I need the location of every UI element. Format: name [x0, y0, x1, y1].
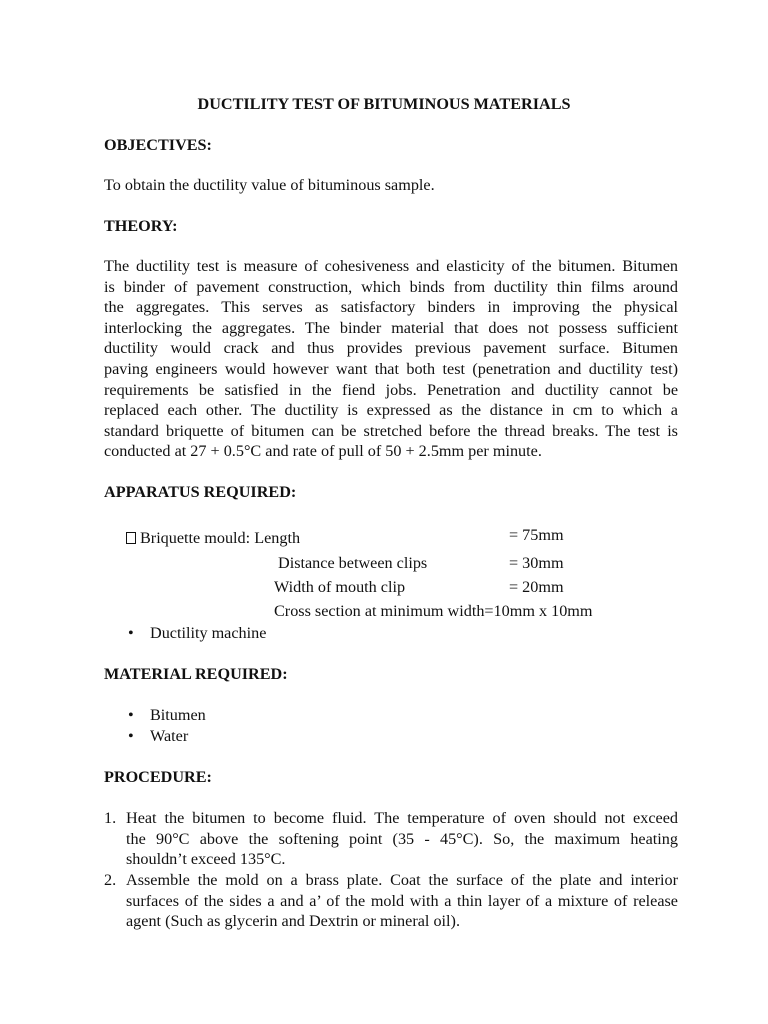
step-line: agent (Such as glycerin and Dextrin or mineral oil). [126, 912, 460, 931]
apparatus-mould-row [126, 528, 300, 549]
theory-line: the aggregates. This serves as satisfactory binders in improving the physical [104, 298, 678, 317]
theory-line: ductility would crack and thus provides previous pavement surface. Bitumen [104, 339, 678, 358]
theory-line: conducted at 27 + 0.5°C and rate of pull of 50 + 2.5mm per minute. [104, 442, 542, 461]
theory-line: replaced each other. The ductility is expressed as the distance in cm to which a [104, 401, 678, 420]
procedure-step-1 [126, 808, 678, 870]
theory-paragraph [104, 256, 678, 462]
clips-value: = 30mm [509, 554, 564, 572]
step-line: the 90°C above the softening point (35 - 45°C). So, the maximum heating [126, 829, 678, 848]
step-line: Heat the bitumen to become fluid. The temperature of oven should not exceed [126, 809, 678, 827]
theory-line: standard briquette of bitumen can be stretched before the thread breaks. The test is [104, 421, 678, 440]
cross-section-text: Cross section at minimum width=10mm x 10mm [274, 602, 593, 620]
material-heading: MATERIAL REQUIRED: [104, 665, 288, 683]
material-item: Water [150, 727, 189, 745]
step-number: 1. [104, 809, 117, 827]
theory-line: paving engineers would however want that both test (penetration and ductility test) [104, 359, 678, 378]
theory-line: requirements be satisfied in the fiend jobs. Penetration and ductility cannot be [104, 380, 678, 399]
step-line: shouldn’t exceed 135°C. [126, 850, 286, 869]
objectives-text: To obtain the ductility value of bituminous sample. [104, 176, 435, 194]
mould-value: = 75mm [509, 526, 564, 544]
document-title: DUCTILITY TEST OF BITUMINOUS MATERIALS [197, 95, 571, 113]
procedure-step-2 [126, 870, 678, 932]
step-line: surfaces of the sides a and a’ of the mold with a thin layer of a mixture of release [126, 891, 678, 910]
missing-glyph-icon [126, 532, 136, 544]
bullet-icon: • [128, 624, 134, 642]
procedure-heading: PROCEDURE: [104, 768, 212, 786]
mould-label: Briquette mould: Length [140, 529, 301, 547]
step-line: Assemble the mold on a brass plate. Coat the surface of the plate and interior [126, 871, 678, 889]
theory-line: is binder of pavement construction, which binds from ductility thin films around [104, 277, 678, 296]
material-item: Bitumen [150, 706, 206, 724]
theory-line: The ductility test is measure of cohesiveness and elasticity of the bitumen. Bitumen [104, 257, 678, 275]
objectives-heading: OBJECTIVES: [104, 136, 212, 154]
apparatus-heading: APPARATUS REQUIRED: [104, 483, 297, 501]
mouth-value: = 20mm [509, 578, 564, 596]
theory-heading: THEORY: [104, 217, 178, 235]
bullet-icon: • [128, 727, 134, 745]
bullet-icon: • [128, 706, 134, 724]
mouth-label: Width of mouth clip [274, 578, 406, 596]
step-number: 2. [104, 871, 117, 889]
apparatus-machine-item: Ductility machine [150, 624, 267, 642]
theory-line: interlocking the aggregates. The binder material that does not possess sufficient [104, 318, 678, 337]
clips-label: Distance between clips [278, 554, 428, 572]
